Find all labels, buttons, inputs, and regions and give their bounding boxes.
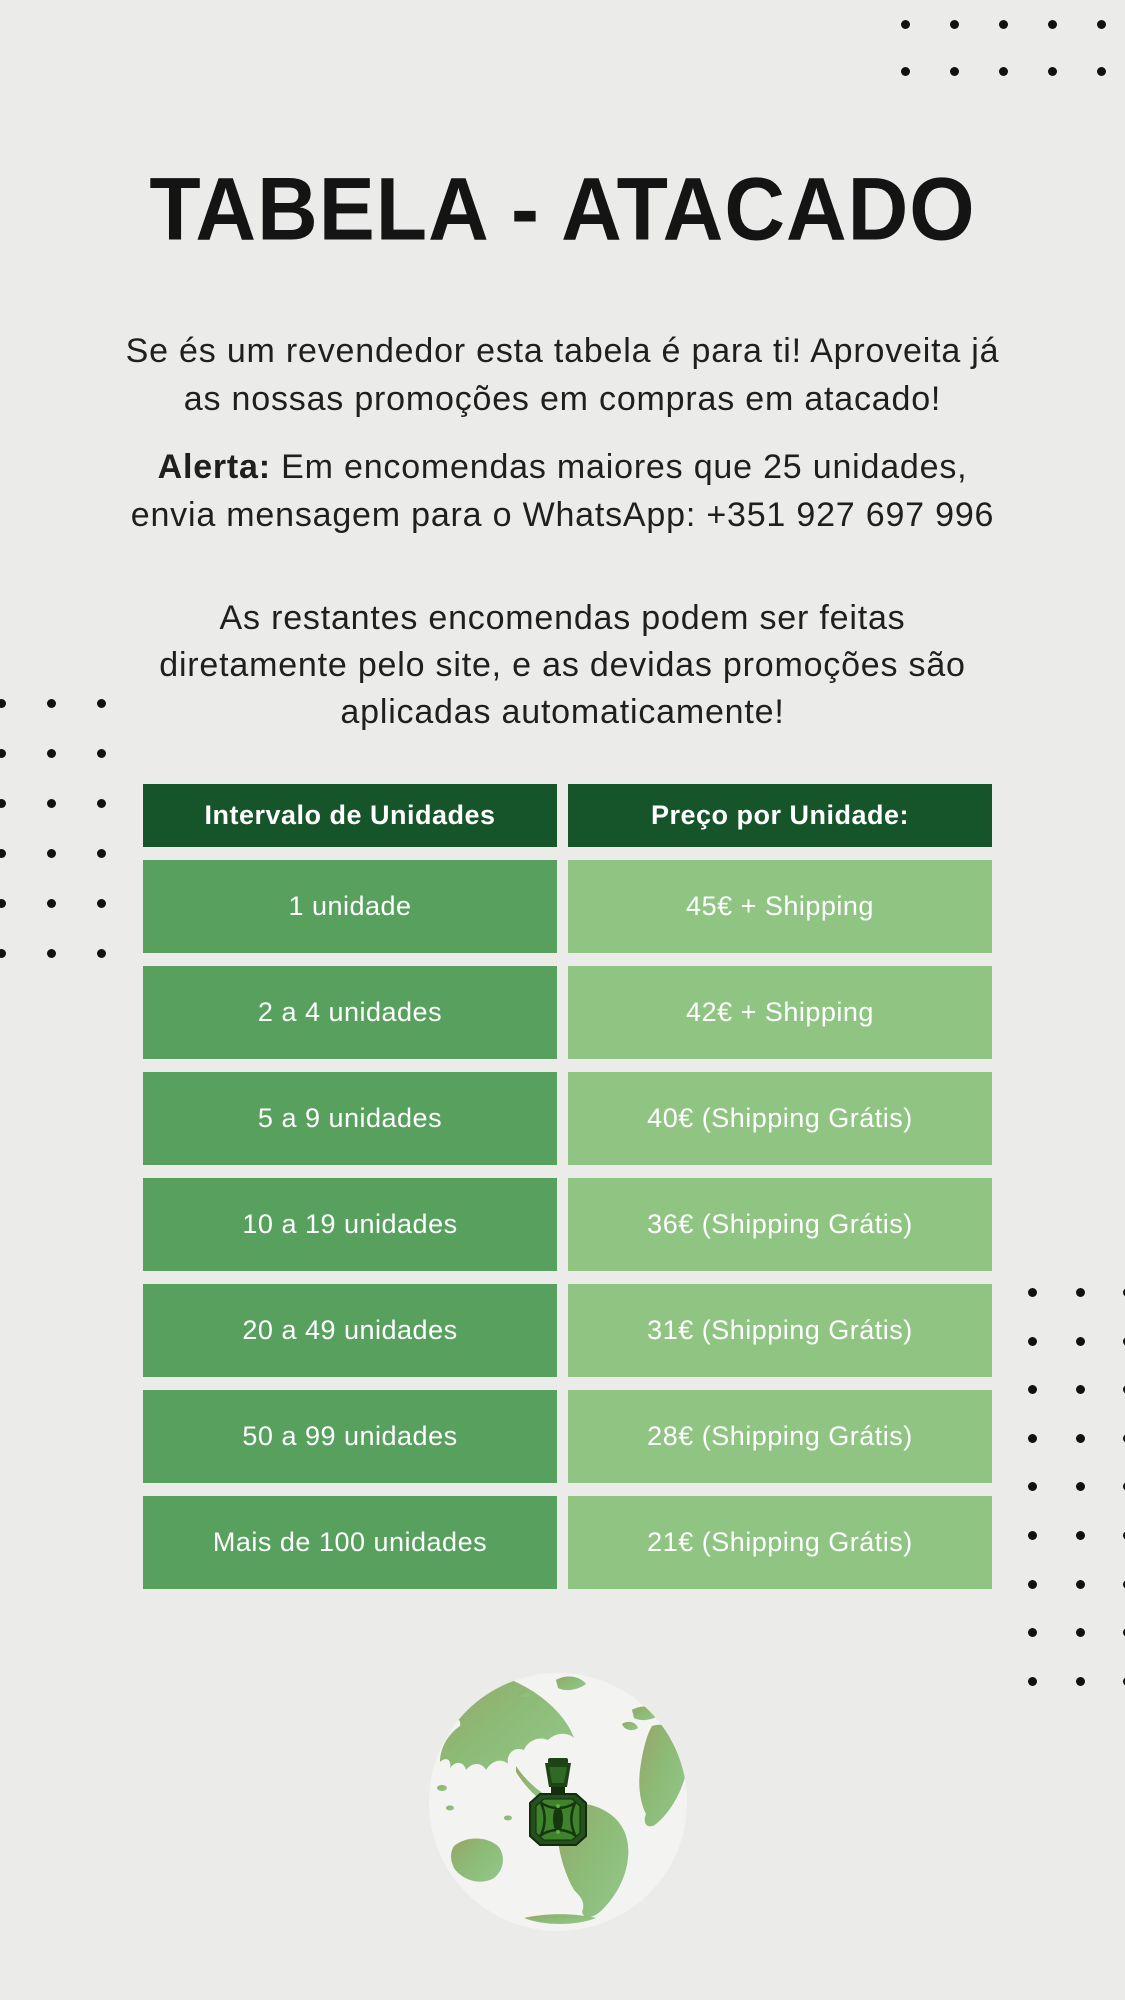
dot <box>950 20 959 29</box>
intro-line-1: Se és um revendedor esta tabela é para ti! Aproveita já <box>125 332 1000 370</box>
table-row-1-range: 1 unidade <box>143 860 557 953</box>
dot <box>0 749 6 758</box>
dot <box>47 849 56 858</box>
whatsapp-number: +351 927 697 996 <box>706 496 995 534</box>
dot <box>1028 1434 1037 1443</box>
dot <box>1076 1531 1085 1540</box>
pricing-table <box>143 784 992 1589</box>
table-row-7-range: Mais de 100 unidades <box>143 1496 557 1589</box>
dot <box>0 949 6 958</box>
dot <box>1028 1288 1037 1297</box>
intro-line-2: as nossas promoções em compras em atacado! <box>183 380 942 418</box>
note-paragraph <box>0 595 1125 736</box>
dot <box>0 799 6 808</box>
note-line-2: diretamente pelo site, e as devidas promoções são <box>159 646 966 684</box>
dot <box>1048 67 1057 76</box>
alert-line-1 <box>0 443 1125 491</box>
dot <box>1028 1677 1037 1686</box>
table-row-3-range: 5 a 9 unidades <box>143 1072 557 1165</box>
dot <box>1076 1580 1085 1589</box>
column-header-units: Intervalo de Unidades <box>143 784 557 847</box>
dot <box>1048 20 1057 29</box>
dot <box>901 20 910 29</box>
dot <box>1097 67 1106 76</box>
alert-paragraph <box>0 443 1125 539</box>
dot <box>1028 1482 1037 1491</box>
intro-paragraph <box>0 327 1125 423</box>
dot <box>1028 1385 1037 1394</box>
dot <box>1076 1337 1085 1346</box>
table-row-6-price: 28€ (Shipping Grátis) <box>568 1390 992 1483</box>
dot <box>1097 20 1106 29</box>
note-line-1: As restantes encomendas podem ser feitas <box>219 599 906 637</box>
dot <box>999 67 1008 76</box>
table-row-6-range: 50 a 99 unidades <box>143 1390 557 1483</box>
dot <box>47 749 56 758</box>
dot <box>1028 1628 1037 1637</box>
dot <box>999 20 1008 29</box>
alert-line-1-text: Em encomendas maiores que 25 unidades, <box>281 448 968 486</box>
table-row-2-range: 2 a 4 unidades <box>143 966 557 1059</box>
column-header-price: Preço por Unidade: <box>568 784 992 847</box>
dot <box>97 749 106 758</box>
dot <box>97 949 106 958</box>
dot <box>1076 1482 1085 1491</box>
dot <box>1076 1434 1085 1443</box>
alert-label: Alerta: <box>157 448 271 486</box>
dot <box>0 849 6 858</box>
table-row-5-price: 31€ (Shipping Grátis) <box>568 1284 992 1377</box>
table-row-4-range: 10 a 19 unidades <box>143 1178 557 1271</box>
alert-line-2-text: envia mensagem para o WhatsApp: <box>130 496 707 534</box>
table-row-4-price: 36€ (Shipping Grátis) <box>568 1178 992 1271</box>
dot <box>97 849 106 858</box>
dot <box>97 899 106 908</box>
dot <box>1076 1677 1085 1686</box>
table-row-5-range: 20 a 49 unidades <box>143 1284 557 1377</box>
dot <box>1028 1580 1037 1589</box>
table-row-2-price: 42€ + Shipping <box>568 966 992 1059</box>
dot <box>1076 1628 1085 1637</box>
dot <box>47 799 56 808</box>
dot <box>0 899 6 908</box>
globe-illustration <box>428 1668 688 1936</box>
dot <box>97 799 106 808</box>
alert-line-2 <box>0 491 1125 539</box>
dot <box>1028 1531 1037 1540</box>
dot <box>950 67 959 76</box>
dot <box>47 899 56 908</box>
table-row-1-price: 45€ + Shipping <box>568 860 992 953</box>
dot <box>901 67 910 76</box>
dot <box>47 949 56 958</box>
dot <box>1076 1385 1085 1394</box>
dot <box>1028 1337 1037 1346</box>
page-title: TABELA - ATACADO <box>149 158 976 259</box>
table-row-3-price: 40€ (Shipping Grátis) <box>568 1072 992 1165</box>
note-line-3: aplicadas automaticamente! <box>340 693 785 731</box>
table-row-7-price: 21€ (Shipping Grátis) <box>568 1496 992 1589</box>
dot <box>1076 1288 1085 1297</box>
